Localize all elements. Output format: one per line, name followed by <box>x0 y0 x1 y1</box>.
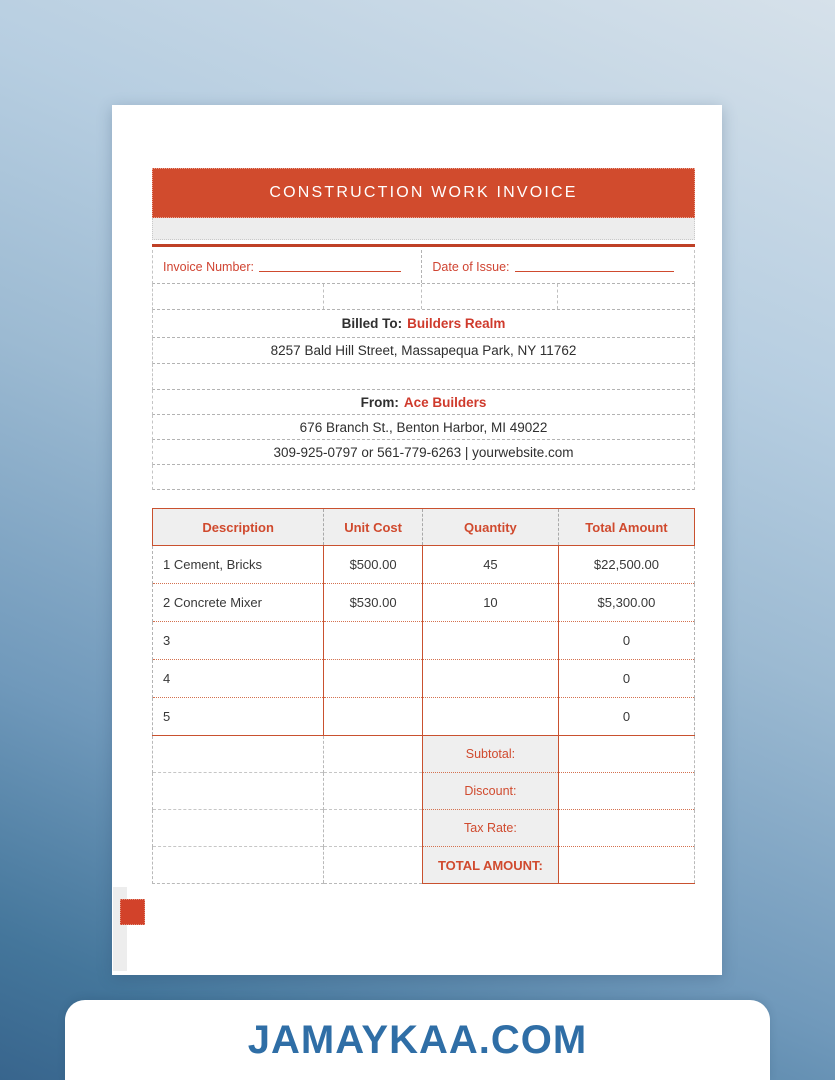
table-row <box>153 698 695 736</box>
red-square-decoration <box>120 899 145 925</box>
banner-subband <box>152 218 695 240</box>
subtotal-value <box>558 736 694 773</box>
cell-unit-cost <box>324 622 423 660</box>
summary-row-discount <box>153 773 695 810</box>
billed-to-label: Billed To: <box>341 316 403 331</box>
summary-row-tax-rate <box>153 810 695 847</box>
cell-unit-cost: $500.00 <box>324 546 423 584</box>
invoice-number-blank-line <box>259 271 401 272</box>
date-of-issue-label: Date of Issue: <box>432 259 510 274</box>
cell-quantity <box>422 622 558 660</box>
table-row <box>153 546 695 584</box>
invoice-number-field <box>153 250 422 283</box>
contact-row <box>152 440 695 465</box>
table-row <box>153 660 695 698</box>
empty-grid-row <box>152 284 695 310</box>
page-title: CONSTRUCTION WORK INVOICE <box>269 184 578 201</box>
invoice-content <box>152 168 695 884</box>
cell-description: 4 <box>153 660 324 698</box>
cell-quantity: 10 <box>422 584 558 622</box>
from-name: Ace Builders <box>403 394 487 410</box>
invoice-meta-row <box>152 250 695 284</box>
total-amount-label: TOTAL AMOUNT: <box>422 847 558 884</box>
table-row <box>153 584 695 622</box>
cell-description: 1 Cement, Bricks <box>153 546 324 584</box>
from-address-row <box>152 415 695 440</box>
date-of-issue-blank-line <box>515 271 674 272</box>
watermark-footer <box>65 1000 770 1080</box>
cell-description: 3 <box>153 622 324 660</box>
total-amount-value <box>558 847 694 884</box>
empty-row <box>152 364 695 390</box>
cell-description: 2 Concrete Mixer <box>153 584 324 622</box>
cell-total: 0 <box>558 698 694 736</box>
tax-rate-value <box>558 810 694 847</box>
billed-to-address-row <box>152 338 695 364</box>
billed-to-name: Builders Realm <box>407 316 506 331</box>
cell-unit-cost: $530.00 <box>324 584 423 622</box>
table-header-row <box>153 509 695 546</box>
from-label: From: <box>360 394 399 410</box>
from-row <box>152 390 695 415</box>
empty-row <box>152 465 695 490</box>
invoice-number-label: Invoice Number: <box>163 259 255 274</box>
summary-row-total-amount <box>153 847 695 884</box>
cell-total: 0 <box>558 660 694 698</box>
cell-description: 5 <box>153 698 324 736</box>
discount-value <box>558 773 694 810</box>
billed-to-row <box>152 310 695 338</box>
column-header-description: Description <box>153 509 324 546</box>
invoice-page <box>112 105 722 975</box>
cell-total: $5,300.00 <box>558 584 694 622</box>
brand-text: JAMAYKAA.COM <box>247 1017 588 1062</box>
cell-quantity <box>422 698 558 736</box>
cell-total: $22,500.00 <box>558 546 694 584</box>
billed-to-address: 8257 Bald Hill Street, Massapequa Park, NY 11762 <box>270 343 577 358</box>
table-row <box>153 622 695 660</box>
invoice-title-banner <box>152 168 695 218</box>
items-table <box>152 508 695 884</box>
cell-unit-cost <box>324 698 423 736</box>
cell-quantity: 45 <box>422 546 558 584</box>
column-header-quantity: Quantity <box>422 509 558 546</box>
from-contact: 309-925-0797 or 561-779-6263 | yourwebsite.com <box>273 444 574 460</box>
discount-label: Discount: <box>422 773 558 810</box>
summary-row-subtotal <box>153 736 695 773</box>
divider-line <box>152 244 695 247</box>
cell-quantity <box>422 660 558 698</box>
column-header-total-amount: Total Amount <box>558 509 694 546</box>
column-header-unit-cost: Unit Cost <box>324 509 423 546</box>
subtotal-label: Subtotal: <box>422 736 558 773</box>
tax-rate-label: Tax Rate: <box>422 810 558 847</box>
cell-unit-cost <box>324 660 423 698</box>
cell-total: 0 <box>558 622 694 660</box>
from-address: 676 Branch St., Benton Harbor, MI 49022 <box>299 419 548 435</box>
date-of-issue-field <box>422 250 694 283</box>
